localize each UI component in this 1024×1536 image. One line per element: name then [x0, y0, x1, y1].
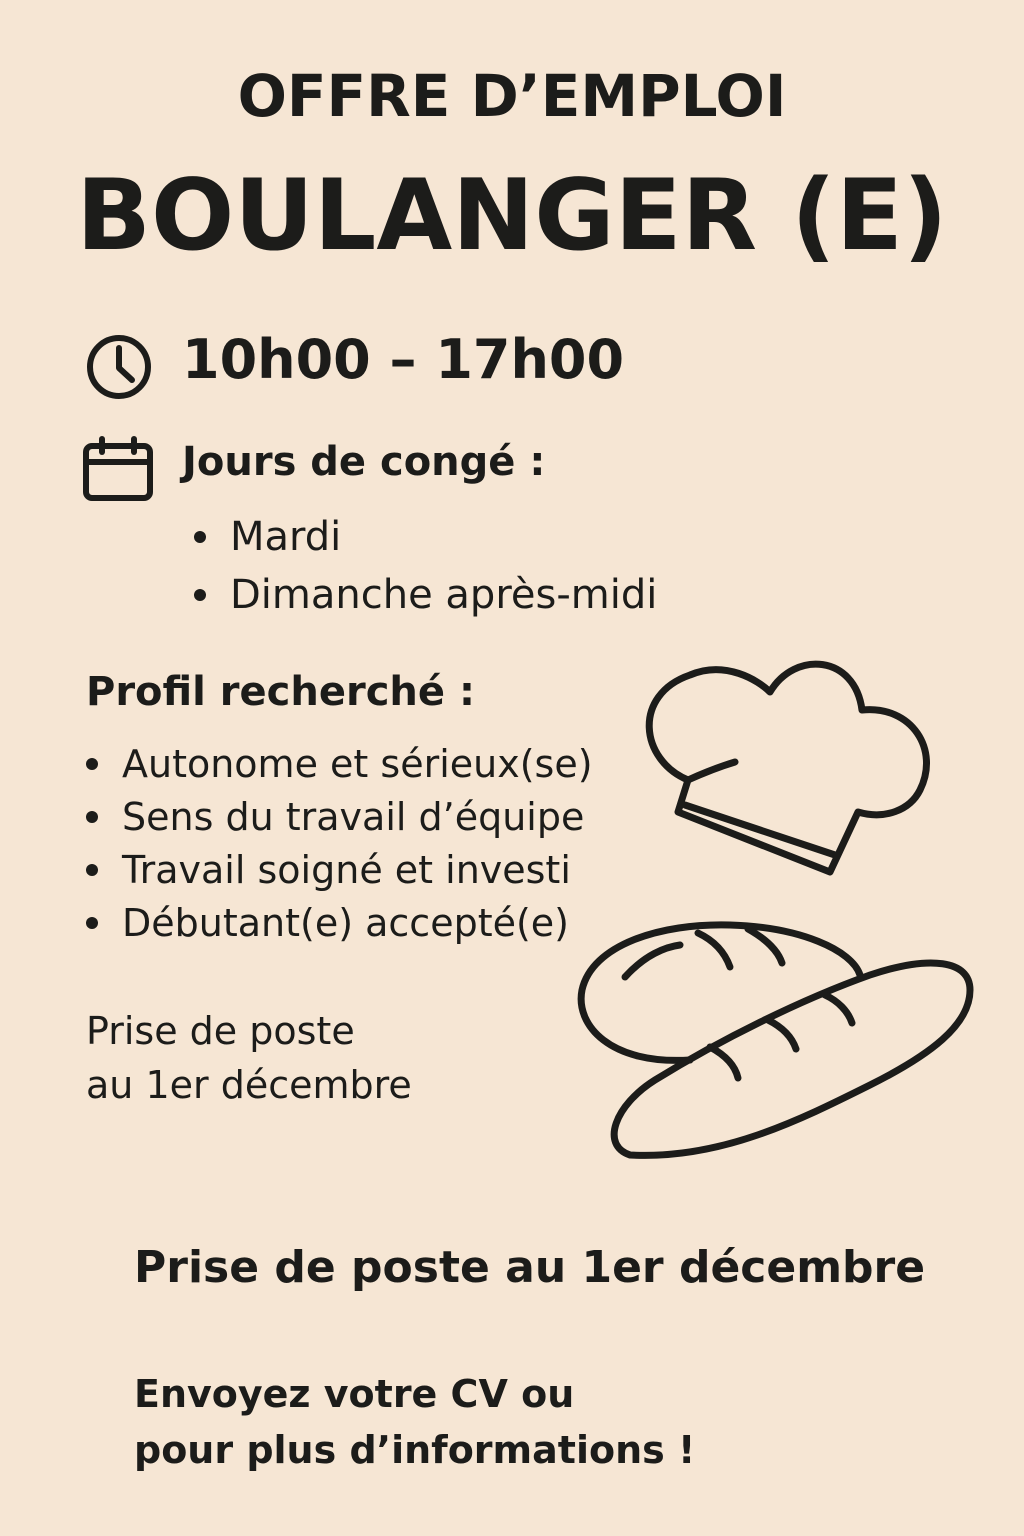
- clock-icon: [84, 332, 154, 402]
- bullet-dot: [86, 917, 98, 929]
- bullet-dot: [194, 589, 206, 601]
- days-off-list: [230, 508, 657, 624]
- calendar-icon: [82, 436, 154, 502]
- poster-kicker: OFFRE D’EMPLOI: [237, 62, 787, 130]
- profile-list: [122, 738, 593, 950]
- list-item: Dimanche après-midi: [230, 566, 657, 624]
- profile-heading: Profil recherché :: [86, 669, 475, 715]
- bullet-dot: [86, 864, 98, 876]
- list-item: Mardi: [230, 508, 657, 566]
- bread-loaves-icon: [570, 915, 980, 1175]
- list-item: Autonome et sérieux(se): [122, 738, 593, 791]
- start-date-line: Prise de poste: [86, 1009, 355, 1053]
- list-item: Sens du travail d’équipe: [122, 791, 593, 844]
- start-date-line: au 1er décembre: [86, 1063, 412, 1107]
- poster-title: BOULANGER (E): [76, 159, 948, 273]
- bullet-dot: [194, 531, 206, 543]
- bullet-dot: [86, 758, 98, 770]
- days-off-heading: Jours de congé :: [182, 439, 546, 485]
- contact-line: Envoyez votre CV ou: [134, 1372, 575, 1416]
- list-item: Travail soigné et investi: [122, 844, 593, 897]
- start-date-banner: Prise de poste au 1er décembre: [134, 1242, 926, 1293]
- contact-line: pour plus d’informations !: [134, 1428, 696, 1472]
- contact-cta: [134, 1366, 695, 1478]
- start-date-block: [86, 1004, 412, 1112]
- working-hours: 10h00 – 17h00: [182, 328, 625, 391]
- bullet-dot: [86, 811, 98, 823]
- list-item: Débutant(e) accepté(e): [122, 897, 593, 950]
- chef-hat-icon: [630, 650, 950, 900]
